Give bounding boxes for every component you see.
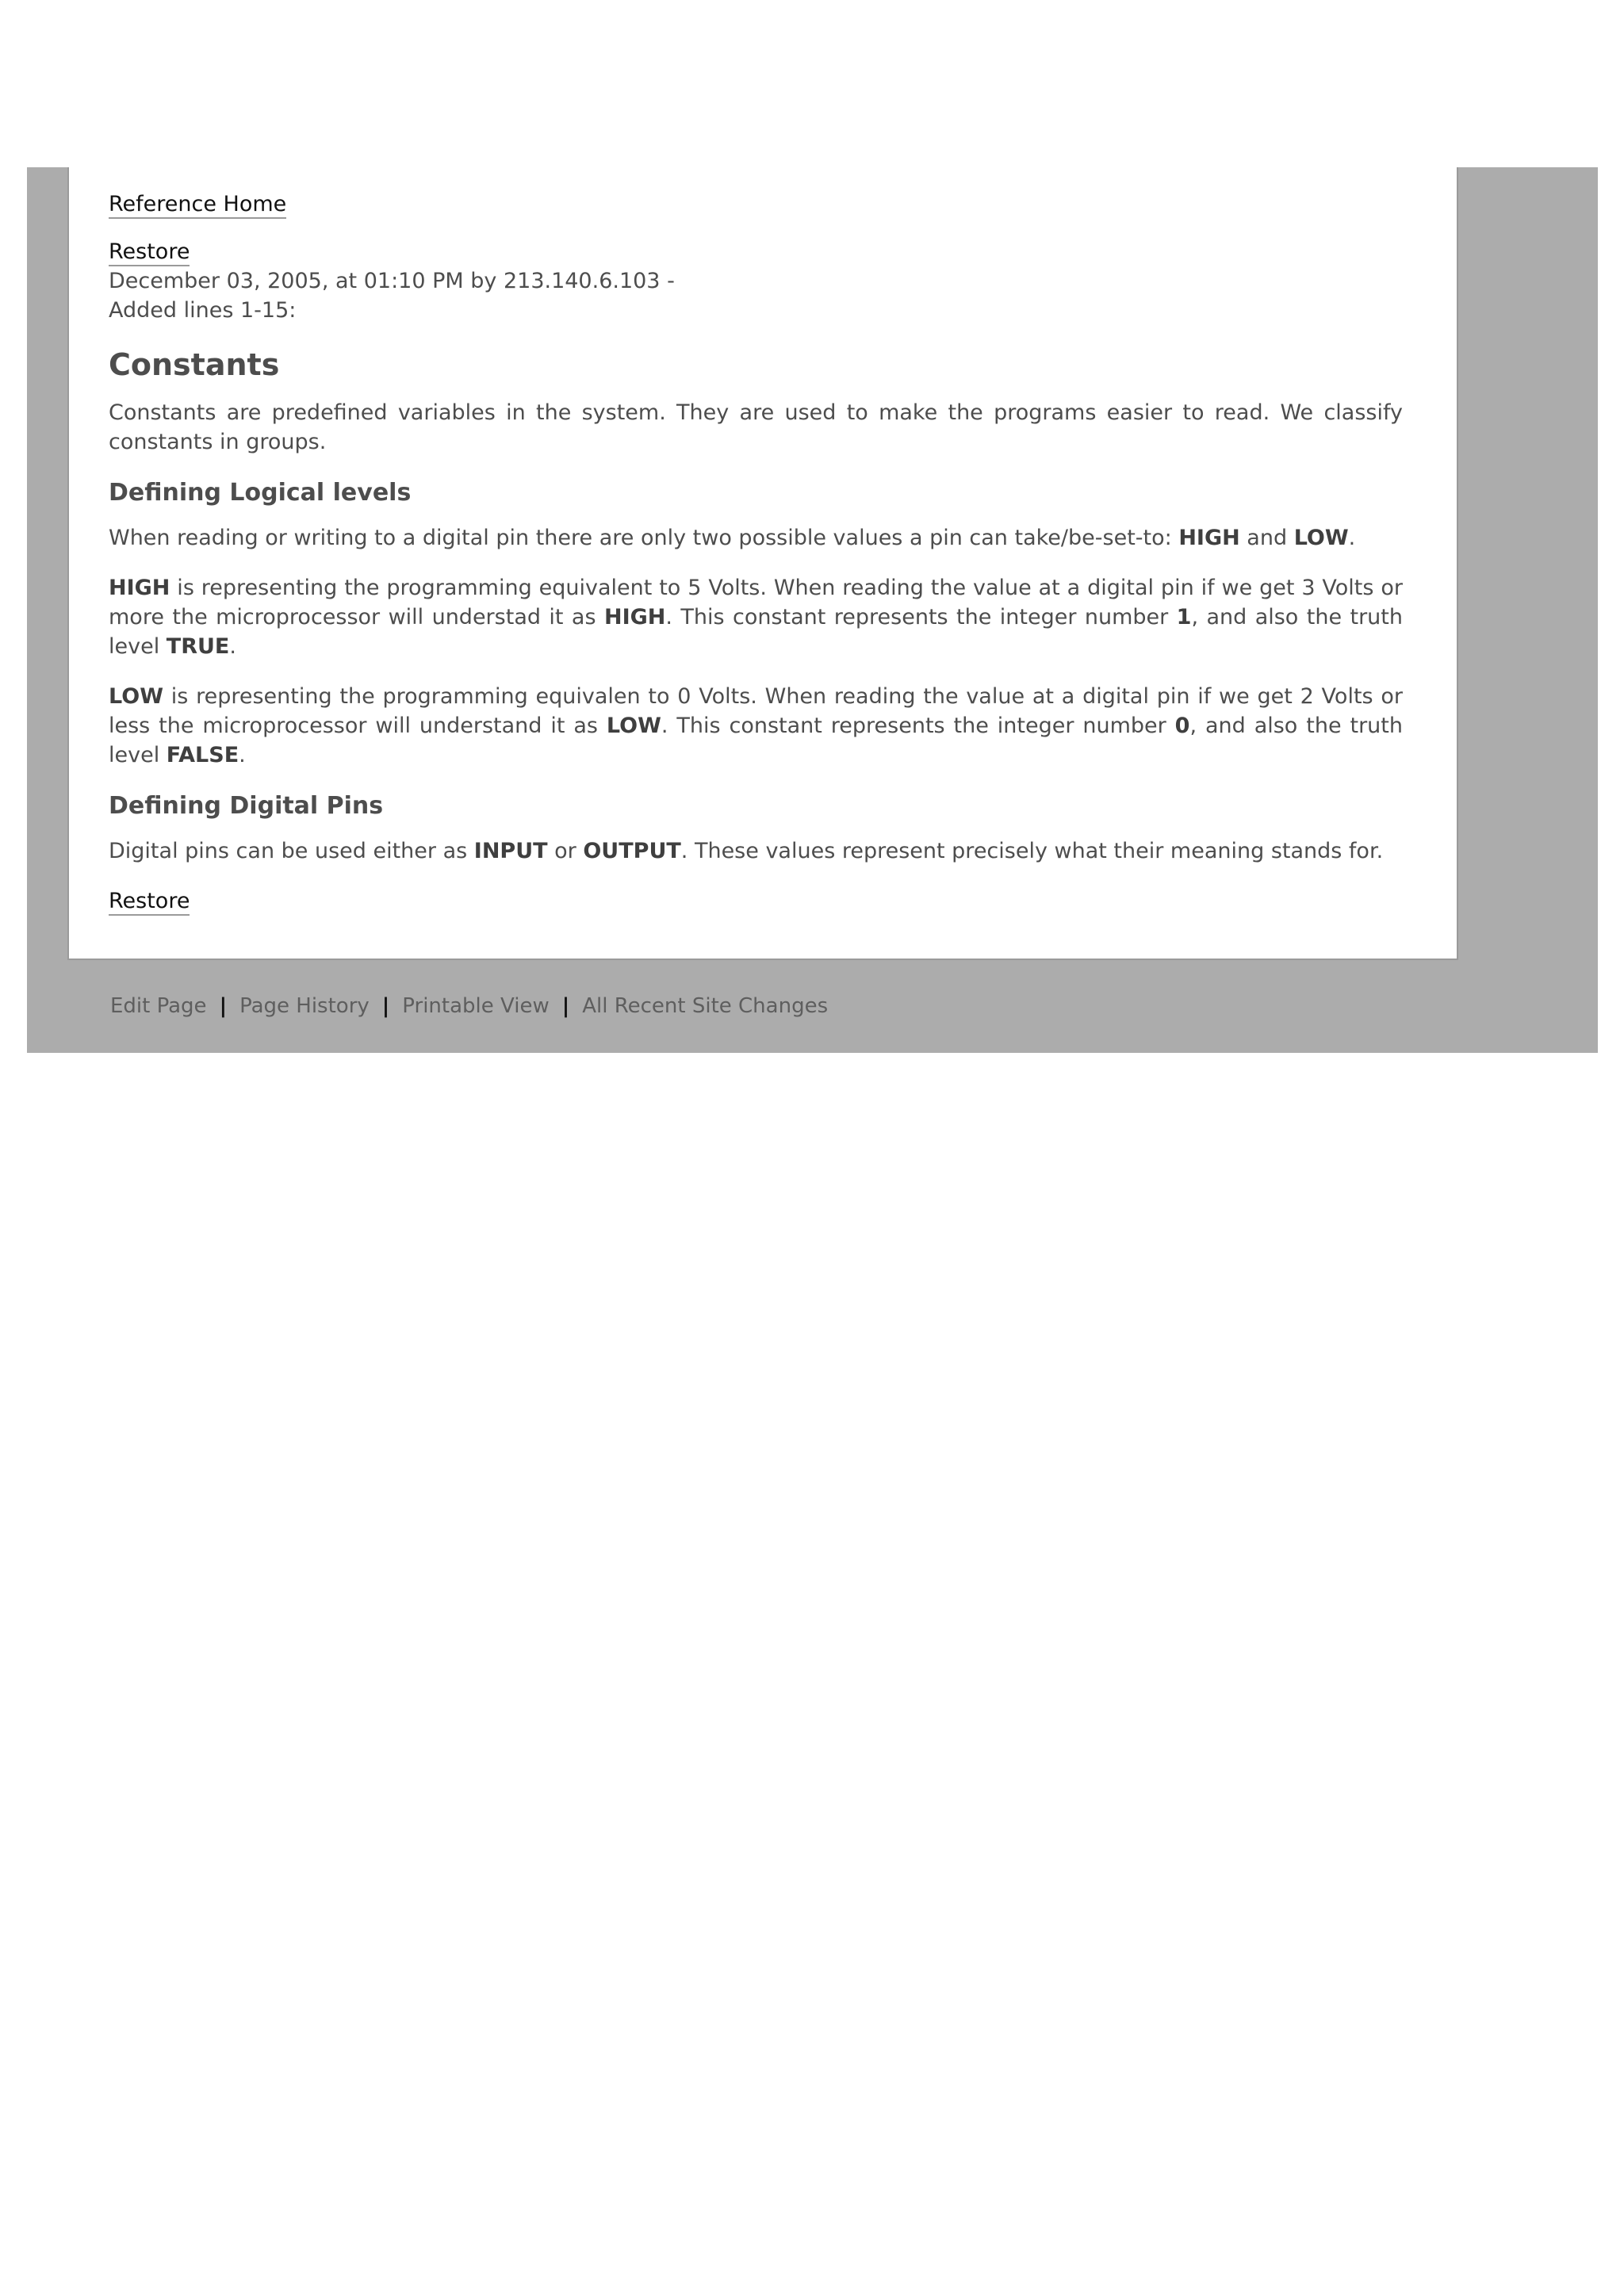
- keyword-low: LOW: [606, 714, 661, 738]
- footer-separator: |: [381, 994, 390, 1018]
- keyword-true: TRUE: [166, 634, 230, 659]
- text-span: is representing the programming equivalent to 5 Volts. When reading the value at a digital pin if we get 3 Volts or more the microprocessor will understad it as: [109, 576, 1403, 629]
- printable-view-link[interactable]: Printable View: [402, 994, 550, 1018]
- page-title: Constants: [109, 347, 280, 382]
- page-frame: [27, 167, 1598, 1053]
- low-paragraph: [109, 682, 1403, 770]
- keyword-low: LOW: [1293, 526, 1349, 550]
- footer-separator: |: [561, 994, 570, 1018]
- keyword-low: LOW: [109, 684, 163, 709]
- logical-levels-paragraph: [109, 523, 1403, 553]
- recent-changes-link[interactable]: All Recent Site Changes: [582, 994, 829, 1018]
- text-span: . This constant represents the integer number: [665, 605, 1177, 629]
- revision-change: Added lines 1-15:: [109, 298, 297, 323]
- page-history-link[interactable]: Page History: [239, 994, 370, 1018]
- reference-home-link[interactable]: Reference Home: [109, 192, 286, 219]
- restore-link-top[interactable]: Restore: [109, 239, 190, 266]
- revision-meta: December 03, 2005, at 01:10 PM by 213.140.6.103 -: [109, 269, 675, 293]
- text-span: , and also the truth level: [109, 714, 1403, 767]
- text-span: , and also the truth level: [109, 605, 1403, 659]
- intro-paragraph: Constants are predefined variables in the system. They are used to make the programs easier to read. We classify constants in groups.: [109, 400, 1403, 454]
- content-panel: [67, 167, 1458, 960]
- keyword-zero: 0: [1174, 714, 1190, 738]
- reference-home-line: [109, 189, 1403, 219]
- keyword-high: HIGH: [1178, 526, 1240, 550]
- keyword-output: OUTPUT: [583, 839, 681, 863]
- restore-bottom-line: [109, 886, 1403, 916]
- text-span: or: [547, 839, 584, 863]
- text-span: is representing the programming equivalen to 0 Volts. When reading the value at a digital pin if we get 2 Volts or less the microprocessor will understand it as: [109, 684, 1403, 738]
- footer-separator: |: [219, 994, 228, 1018]
- restore-top-line: [109, 237, 1403, 266]
- restore-link-bottom[interactable]: Restore: [109, 889, 190, 916]
- text-span: .: [239, 743, 246, 767]
- high-paragraph: [109, 573, 1403, 661]
- text-span: Digital pins can be used either as: [109, 839, 474, 863]
- keyword-false: FALSE: [166, 743, 239, 767]
- text-span: .: [229, 634, 236, 659]
- text-span: When reading or writing to a digital pin there are only two possible values a pin can take/be-set-to:: [109, 526, 1179, 550]
- keyword-input: INPUT: [473, 839, 548, 863]
- text-span: . These values represent precisely what their meaning stands for.: [680, 839, 1384, 863]
- keyword-high: HIGH: [603, 605, 666, 629]
- section-heading-digital-pins: Defining Digital Pins: [109, 792, 384, 820]
- edit-page-link[interactable]: Edit Page: [110, 994, 207, 1018]
- keyword-high: HIGH: [109, 576, 170, 600]
- text-span: . This constant represents the integer number: [661, 714, 1175, 738]
- text-span: .: [1348, 526, 1356, 550]
- keyword-one: 1: [1176, 605, 1192, 629]
- section-heading-logical-levels: Defining Logical levels: [109, 479, 412, 507]
- text-span: and: [1239, 526, 1294, 550]
- digital-pins-paragraph: [109, 836, 1403, 866]
- footer-nav: [110, 992, 828, 1020]
